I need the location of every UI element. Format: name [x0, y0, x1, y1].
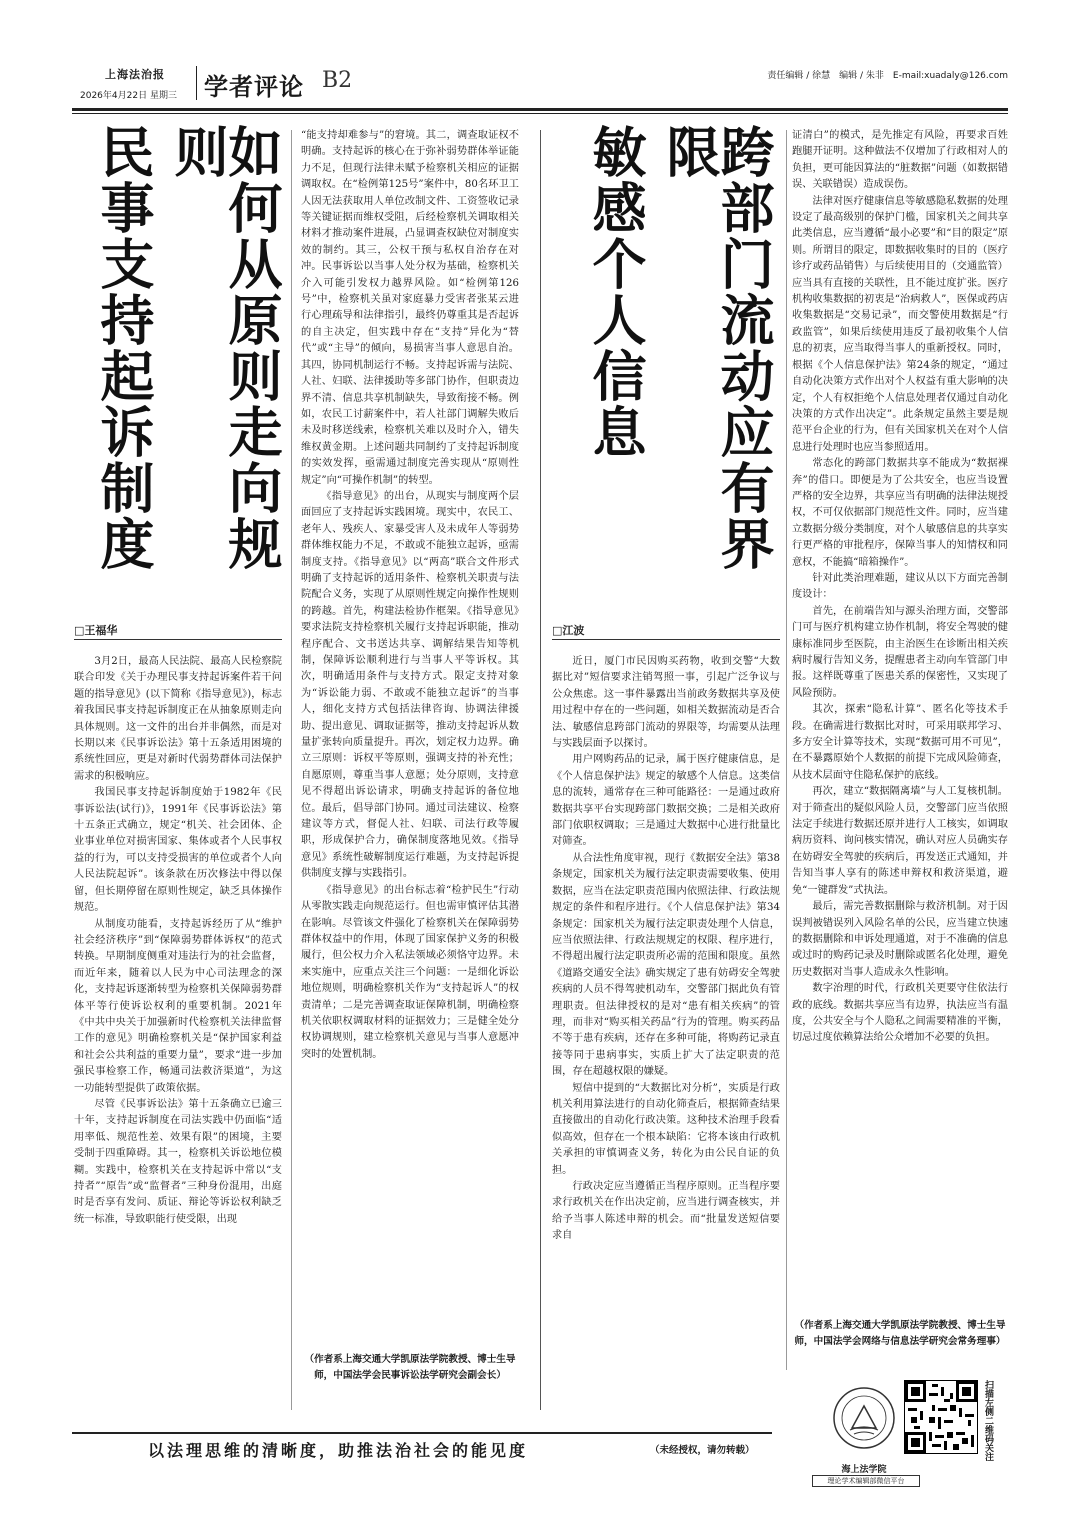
paragraph: 常态化的跨部门数据共享不能成为“数据裸奔”的借口。即便是为了公共安全，也应当设置严格的安全边界，共享应当有明确的法律法规授权，不可仅依据部门规范性文件。同时，应当建立数据分级分类制度，对个人敏感信息的共享实行更严格的审批程序，保障当事人的知情权和同意权，不能搞“暗箱操作”。	[792, 458, 1008, 568]
paragraph: 从合法性角度审视，现行《数据安全法》第38条规定，国家机关为履行法定职责需要收集、使用数据，应当在法定职责范围内依照法律、行政法规规定的条件和程序进行。《个人信息保护法》第34条规定：国家机关为履行法定职责处理个人信息，应当依照法律、行政法规规定的权限、程序进行，不得超出履行法定职责所必需的范围和限度。虽然《道路交通安全法》确实规定了患有妨碍安全驾驶疾病的人员不得驾驶机动车，交警部门据此负有管理职责。但法律授权的是对“患有相关疾病”的管理，而非对“购买相关药品”行为的管理。购买药品不等于患有疾病，还存在多种可能，将购药记录直接等同于患病事实，实质上扩大了法定职责的范围，存在超越权限的嫌疑。	[552, 852, 780, 1078]
paragraph: 数字治理的时代，行政机关更要守住依法行政的底线。数据共享应当有边界，执法应当有温度，公共安全与个人隐私之间需要精准的平衡，切忌过度依赖算法给公众增加不必要的负担。	[792, 983, 1008, 1044]
article-divider	[540, 130, 541, 1410]
left-author: □王福华	[74, 624, 118, 637]
paragraph: 针对此类治理难题，建议从以下方面完善制度设计：	[792, 572, 1008, 601]
qr-code[interactable]	[904, 1380, 978, 1454]
copyright-notice: （未经授权，请勿转载）	[650, 1445, 755, 1456]
left-title-line2: 民事支持起诉制度	[92, 124, 155, 572]
paragraph: 近日，厦门市民因购买药物，收到交警“大数据比对”短信要求注销驾照一事，引起广泛争议与公众焦虑。这一事件暴露出当前政务数据共享及使用过程中存在的一些问题，如相关数据流动是否合法、敏感信息跨部门流动的界限等，均需要从法理与实践层面予以探讨。	[552, 656, 780, 750]
right-article-column-1	[552, 654, 780, 1424]
page-number: B2	[322, 68, 353, 93]
editors-line: 责任编辑 / 徐慧 编辑 / 朱非 E-mail:xuadaly@126.com	[767, 71, 1008, 81]
paragraph: 法律对医疗健康信息等敏感隐私数据的处理设定了最高级别的保护门槛，国家机关之间共享此类信息，应当遵循“最小必要”和“目的限定”原则。所谓目的限定，即数据收集时的目的（医疗诊疗或药品销售）与后续使用目的（交通监管）应当具有直接的关联性，且不能过度扩张。医疗机构收集数据的初衷是“治病救人”，医保或药店收集数据是“交易记录”，而交警使用数据是“行政监管”，如果后续使用违反了最初收集个人信息的初衷，应当取得当事人的重新授权。同时，根据《个人信息保护法》第24条的规定，“通过自动化决策方式作出对个人权益有重大影响的决定，个人有权拒绝个人信息处理者仅通过自动化决策的方式作出决定”。此条规定虽然主要是规范平台企业的行为，但有关国家机关在对个人信息进行处理时也应当参照适用。	[792, 195, 1008, 453]
issue-date: 2026年4月22日 星期三	[80, 91, 177, 101]
paragraph: “能支持却难参与”的窘境。其二，调查取证权不明确。支持起诉的核心在于弥补弱势群体举证能力不足，但现行法律未赋予检察机关相应的证据调取权。在“检例第125号”案件中，80名环卫工人因无法获取用人单位改制文件、工资签收记录等关键证据而维权受阻，后经检察机关调取相关材料才推动案件进展，凸显调查权缺位对制度实效的制约。其三，公权干预与私权自治存在对冲。民事诉讼以当事人处分权为基础，检察机关介入可能引发权力越界风险。如“检例第126号”中，检察机关虽对家庭暴力受害者张某云进行心理疏导和法律指引，最终仍尊重其是否起诉的自主决定，但实践中存在“支持”异化为“替代”或“主导”的倾向，易损害当事人意思自治。其四，协同机制运行不畅。支持起诉需与法院、人社、妇联、法律援助等多部门协作，但职责边界不清、信息共享机制缺失，导致衔接不畅。例如，农民工讨薪案件中，若人社部门调解失败后未及时移送线索，检察机关难以及时介入，错失维权黄金期。上述问题共同制约了支持起诉制度的实效发挥，亟需通过制度完善实现从“原则性规定”向“可操作机制”的转型。	[301, 130, 519, 486]
qr-caption: 扫描左侧二维码关注	[983, 1380, 993, 1461]
left-article-column-2	[301, 128, 519, 1342]
header-separator	[196, 66, 197, 100]
left-title-line1: 如何从原则走向规则	[166, 124, 283, 572]
footer-rule	[72, 1432, 772, 1434]
header-rule-thin	[72, 113, 1008, 114]
left-author-note: （作者系上海交通大学凯原法学院教授、博士生导师，中国法学会民事诉讼法学研究会副会长）	[304, 1354, 516, 1381]
paragraph: 行政决定应当遵循正当程序原则。正当程序要求行政机关在作出决定前，应当进行调查核实，并给予当事人陈述申辩的机会。而“批量发送短信要求自	[552, 1181, 780, 1242]
paragraph: 其次，探索“隐私计算”、匿名化等技术手段。在确需进行数据比对时，可采用联邦学习、多方安全计算等技术，实现“数据可用不可见”，在不暴露原始个人数据的前提下完成风险筛查，从技术层面守住隐私保护的底线。	[792, 704, 1008, 781]
paragraph: 证清白”的模式，是先推定有风险，再要求百姓跑腿开证明。这种做法不仅增加了行政相对人的负担，更可能因算法的“脏数据”问题（如数据错误、关联错误）造成误伤。	[792, 130, 1008, 191]
column-divider	[291, 130, 292, 1410]
paragraph: 《指导意见》的出台，从现实与制度两个层面回应了支持起诉实践困境。现实中，农民工、老年人、残疾人、家暴受害人及未成年人等弱势群体维权能力不足，不敢或不能独立起诉，亟需制度支持。《指导意见》以“两高”联合文件形式明确了支持起诉的适用条件、检察机关职责与法院配合义务，实现了从原则性规定向操作性规则的跨越。首先，构建法检协作框架。《指导意见》要求法院支持检察机关履行支持起诉职能，推动程序配合、文书送达共享、调解结果告知等机制，保障诉讼顺利进行与当事人平等诉权。其次，明确适用条件与支持方式。限定支持对象为“诉讼能力弱、不敢或不能独立起诉”的当事人，细化支持方式包括法律咨询、协调法律援助、提出意见、调取证据等，推动支持起诉从数量扩张转向质量提升。再次，划定权力边界。确立三原则：诉权平等原则，强调支持的补充性；自愿原则，尊重当事人意愿；处分原则，支持意见不得超出诉讼请求，明确支持起诉的备位地位。最后，倡导部门协同。通过司法建议、检察建议等方式，督促人社、妇联、司法行政等履职，形成保护合力，确保制度落地见效。《指导意见》系统性破解制度运行难题，为支持起诉提供制度支撑与实践指引。	[301, 490, 519, 880]
paragraph: 再次，建立“数据隔离墙”与人工复核机制。对于筛查出的疑似风险人员，交警部门应当依照法定手续进行数据还原并进行人工核实，如调取病历资料、询问核实情况，确认对应人员确实存在妨碍安全驾驶的疾病后，再发送正式通知，并告知当事人享有的陈述申辩权和救济渠道，避免“一键群发”式执法。	[792, 786, 1008, 896]
right-author-rule	[552, 639, 780, 640]
right-title-line1: 跨部门流动应有界限	[658, 124, 775, 572]
paragraph: 《指导意见》的出台标志着“检护民生”行动从零散实践走向规范运行。但也需审慎评估其潜在影响。尽管该文件强化了检察机关在保障弱势群体权益中的作用，体现了国家保护义务的积极履行，但公权力介入私法领域必须恪守边界。未来实施中，应重点关注三个问题：一是细化诉讼地位规则，明确检察机关作为“支持起诉人”的权责清单；二是完善调查取证保障机制，明确检察机关依职权调取材料的证据效力；三是健全处分权协调规则，建立检察机关意见与当事人意愿冲突时的处置机制。	[301, 884, 519, 1060]
right-article-column-2	[792, 128, 1008, 1310]
paragraph: 3月2日，最高人民法院、最高人民检察院联合印发《关于办理民事支持起诉案件若干问题的指导意见》(以下简称《指导意见》)，标志着我国民事支持起诉制度正在从抽象原则走向具体规则。这一文件的出台并非偶然，而是对长期以来《民事诉讼法》第十五条适用困境的系统性回应，更是对新时代弱势群体司法保护需求的积极响应。	[74, 656, 282, 782]
footer-slogan: 以法理思维的清晰度，助推法治社会的能见度	[148, 1441, 529, 1460]
right-author: □江波	[552, 624, 585, 637]
law-school-logo	[826, 1378, 902, 1468]
column-name: 学者评论	[204, 72, 304, 101]
right-author-note: （作者系上海交通大学凯原法学院教授、博士生导师，中国法学会网络与信息法学研究会常务理事）	[794, 1320, 1006, 1347]
header-rule	[72, 108, 1008, 111]
paragraph: 短信中提到的“大数据比对分析”，实质是行政机关利用算法进行的自动化筛查后，根据筛查结果直接做出的自动化行政决策。这种技术治理手段看似高效，但存在一个根本缺陷：它将本该由行政机关承担的审慎调查义务，转化为由公民自证的负担。	[552, 1082, 780, 1176]
left-article-column-1	[74, 654, 282, 1424]
paragraph: 最后，需完善数据删除与救济机制。对于因误判被错误列入风险名单的公民，应当建立快速的数据删除和申诉处理通道，对于不准确的信息或过时的购药记录及时删除或匿名化处理，避免历史数据对当事人造成永久性影响。	[792, 901, 1008, 978]
logo-name: 海上法学院	[841, 1465, 887, 1475]
paragraph: 我国民事支持起诉制度始于1982年《民事诉讼法(试行)》，1991年《民事诉讼法》第十五条正式确立，规定“机关、社会团体、企业事业单位对损害国家、集体或者个人民事权益的行为，可以支持受损害的单位或者个人向人民法院起诉”。该条款在历次修法中得以保留，但长期停留在原则性规定，缺乏具体操作规范。	[74, 787, 282, 914]
column-divider	[786, 130, 787, 1370]
paper-name: 上海法治报	[105, 68, 165, 81]
right-title-line2: 敏感个人信息	[584, 124, 647, 460]
paragraph: 用户网购药品的记录，属于医疗健康信息，是《个人信息保护法》规定的敏感个人信息。这类信息的流转，通常存在三种可能路径：一是通过政府数据共享平台实现跨部门数据交换；二是相关政府部门依职权调取；三是通过大数据中心进行批量比对筛查。	[552, 754, 780, 848]
paragraph: 首先，在前端告知与源头治理方面，交警部门可与医疗机构建立协作机制，将安全驾驶的健康标准同步至医院，由主治医生在诊断出相关疾病时履行告知义务，提醒患者主动向车管部门申报。这样既尊重了医患关系的保密性，又实现了风险预防。	[792, 605, 1008, 699]
logo-subtitle: 理论学术编辑部微信平台	[812, 1475, 920, 1487]
paragraph: 尽管《民事诉讼法》第十五条确立已逾三十年，支持起诉制度在司法实践中仍面临“适用率低、规范性差、效果有限”的困境，主要受制于四重障碍。其一，检察机关诉讼地位模糊。实践中，检察机关在支持起诉中常以“支持者”“原告”或“监督者”三种身份混用，出庭时是否享有发问、质证、辩论等诉讼权利缺乏统一标准，导致职能行使受限，出现	[74, 1098, 282, 1225]
left-author-rule	[74, 639, 282, 640]
paragraph: 从制度功能看，支持起诉经历了从“维护社会经济秩序”到“保障弱势群体诉权”的范式转换。早期制度侧重对违法行为的社会监督，而近年来，随着以人民为中心司法理念的深化，支持起诉逐渐转型为检察机关保障弱势群体平等行使诉讼权利的重要机制。2021年《中共中央关于加强新时代检察机关法律监督工作的意见》明确检察机关是“保护国家利益和社会公共利益的重要力量”，要求“进一步加强民事检察工作，畅通司法救济渠道”，为这一功能转型提供了政策依据。	[74, 918, 282, 1094]
